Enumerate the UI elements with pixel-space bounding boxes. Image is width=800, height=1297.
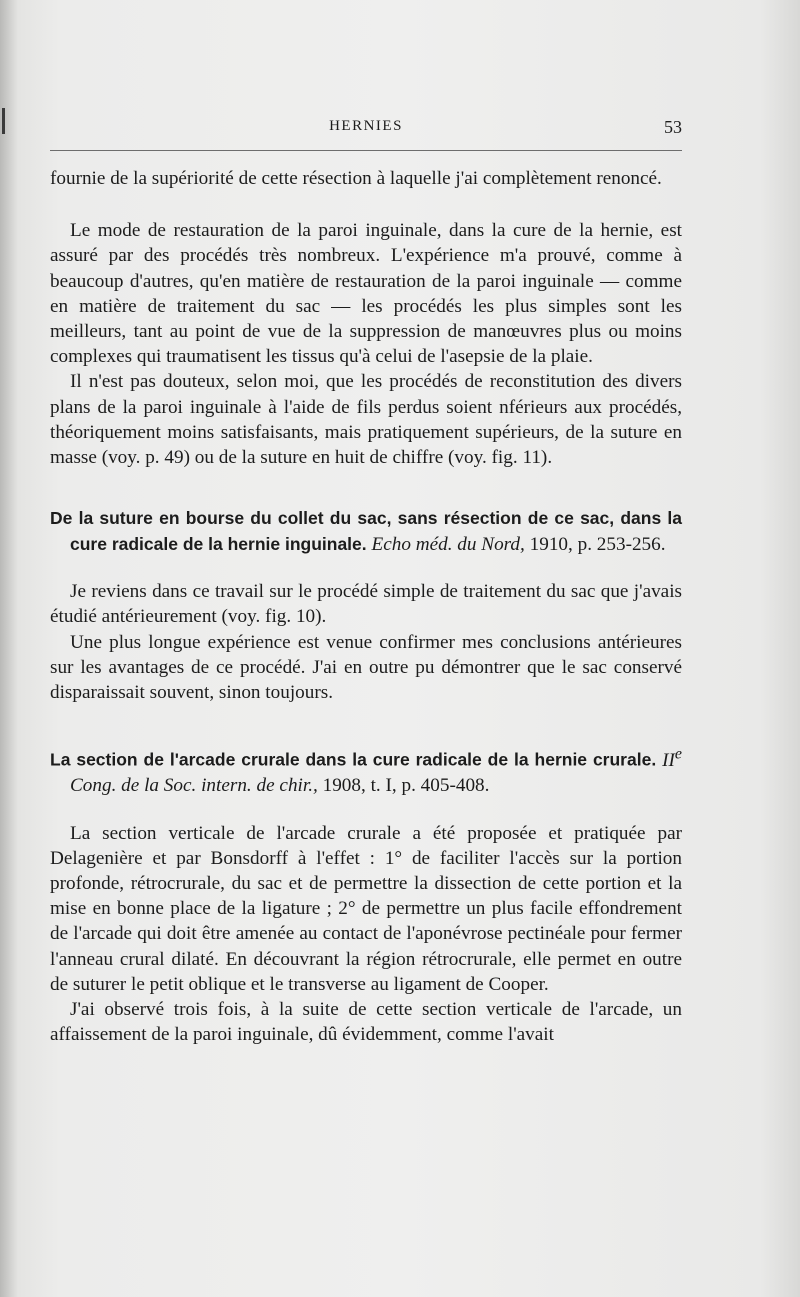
running-title: HERNIES — [329, 118, 403, 134]
page-number: 53 — [664, 117, 682, 137]
bibliography-entry-arcade — [50, 741, 682, 798]
entry-journal: Echo méd. du Nord, — [371, 533, 525, 555]
paragraph-continuation: fournie de la supériorité de cette résection à laquelle j'ai complètement renoncé. — [50, 168, 662, 189]
paragraph-procedes: Il n'est pas douteux, selon moi, que les procédés de reconstitution des divers plans de la paroi inguinale à l'aide de fils perdus soient nférieurs aux procédés, théoriquement moins satisfaisants, mais pratiquement supérieurs, de la suture en masse (voy. p. 49) ou de la suture en huit de chiffre (voy. fig. 11). — [50, 371, 682, 469]
paragraph-section-verticale: La section verticale de l'arcade crurale a été proposée et pratiquée par Delagenière et par Bonsdorff à l'effet : 1° de faciliter l'accès sur la portion profonde, rétrocrurale, du sac et de permettre la dissection de cette portion et la mise en bonne place de la ligature ; 2° de permettre un plus facile effondrement de l'arcade qui doit être amenée au contact de l'aponévrose pectinéale pour fermer l'anneau crural dilaté. En découvrant la région rétrocrurale, elle permet en outre de suturer le petit oblique et le transverse au ligament de Cooper. — [50, 822, 682, 995]
paragraph-observe: J'ai observé trois fois, à la suite de cette section verticale de l'arcade, un affaissement de la paroi inguinale, dû évidemment, comme l'avait — [50, 999, 682, 1046]
paragraph-restauration: Le mode de restauration de la paroi inguinale, dans la cure de la hernie, est assuré par des procédés très nombreux. L'expérience m'a prouvé, comme à beaucoup d'autres, qu'en matière de restauration de la paroi inguinale — comme en matière de traitement du sac — les procédés les plus simples sont les meilleurs, tant au point de vue de la suppression de manœuvres plus ou moins complexes qui traumatisent les tissus qu'à celui de l'asepsie de la plaie. — [50, 220, 682, 368]
paragraph-je-reviens: Je reviens dans ce travail sur le procédé simple de traitement du sac que j'avais étudié antérieurement (voy. fig. 10). — [50, 581, 682, 628]
entry-journal-prefix: II — [662, 749, 675, 771]
entry-title: De la suture en bourse du collet du sac, sans résection de ce sac, dans la cure radicale de la hernie inguinale. — [50, 508, 682, 554]
paragraph-experience: Une plus longue expérience est venue confirmer mes conclusions antérieures sur les avantages de ce procédé. J'ai en outre pu démontrer que le sac conservé disparaissait souvent, sinon toujours. — [50, 631, 682, 704]
bibliography-entry-suture — [50, 506, 682, 557]
entry-details: 1908, t. I, p. 405-408. — [322, 775, 490, 797]
entry-details: 1910, p. 253-256. — [529, 533, 666, 555]
entry-journal-sup: e — [674, 745, 682, 763]
page-body — [50, 166, 682, 1047]
page-header — [50, 118, 682, 142]
entry-journal: Cong. de la Soc. intern. de chir., — [70, 775, 318, 797]
header-rule — [50, 150, 682, 151]
binding-mark — [2, 108, 5, 134]
entry-title: La section de l'arcade crurale dans la cure radicale de la hernie crurale. — [50, 749, 657, 770]
